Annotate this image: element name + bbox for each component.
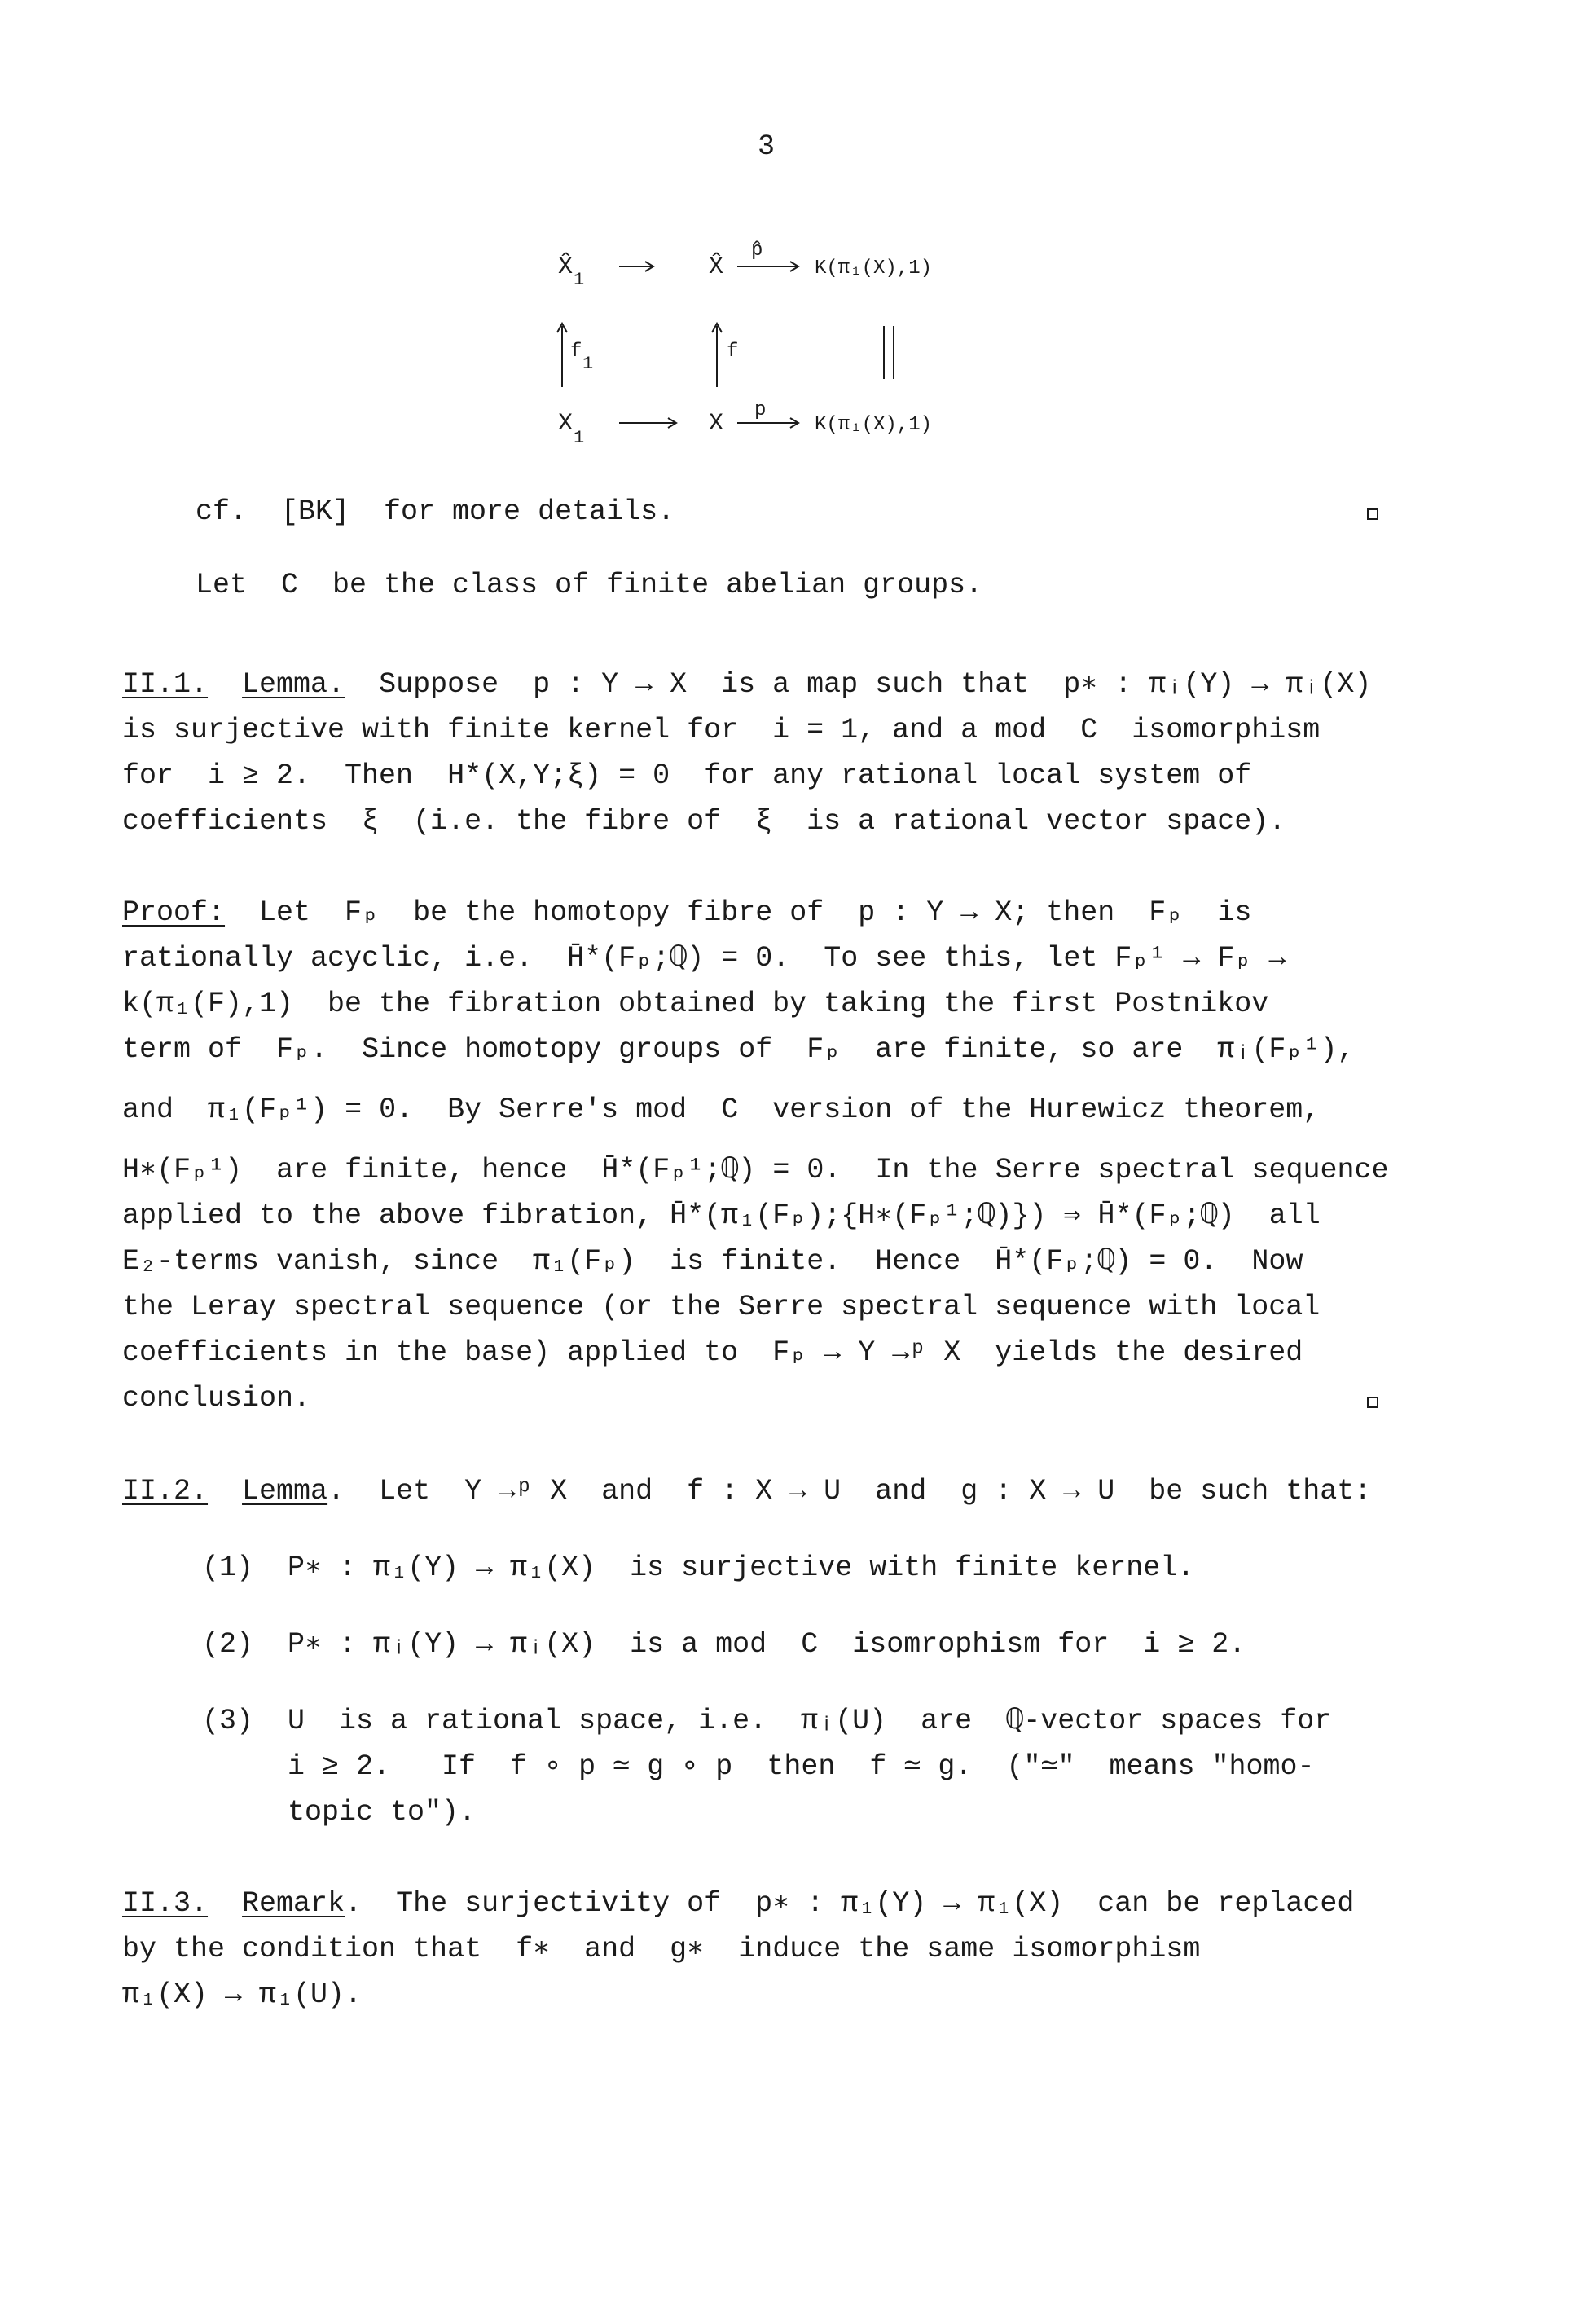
remark-II3-line-1	[122, 1886, 1354, 1921]
remark-II3-text-1: . The surjectivity of p∗ : π₁(Y) → π₁(X) can be replaced	[345, 1887, 1355, 1920]
diagram-bottom-left: X	[558, 410, 574, 438]
diagram-bottom-left-sub: 1	[574, 428, 585, 448]
lemma-II2-line-1	[122, 1473, 1371, 1509]
remark-II3-label: II.3.	[122, 1887, 209, 1920]
lemma-II1-label: II.1.	[122, 668, 209, 701]
lemma-II1-line-4: coefficients ξ (i.e. the fibre of ξ is a rational vector space).	[122, 805, 1286, 838]
remark-II3-line-2: by the condition that f∗ and g∗ induce the same isomorphism	[122, 1933, 1201, 1965]
proof-line-4: term of Fₚ. Since homotopy groups of Fₚ are finite, so are πᵢ(Fₚ¹),	[122, 1033, 1355, 1066]
proof-line-5: and π₁(Fₚ¹) = 0. By Serre's mod C version of the Hurewicz theorem,	[122, 1094, 1321, 1126]
lemma-II1-line-2: is surjective with finite kernel for i = 1, and a mod C isomorphism	[122, 714, 1321, 746]
qed-box	[1367, 1397, 1378, 1408]
lemma-II1-word: Lemma.	[242, 668, 345, 701]
condition-3-line-3: topic to").	[202, 1796, 477, 1829]
diagram-top-left: X̂	[558, 253, 574, 281]
proof-line-10: coefficients in the base) applied to Fₚ → Y →ᵖ X yields the desired	[122, 1336, 1303, 1369]
proof-label: Proof:	[122, 896, 226, 929]
cf-line: cf. [BK] for more details.	[196, 495, 675, 528]
page-number: 3	[758, 130, 776, 163]
diagram-bottom-arrow-label: p	[754, 399, 767, 421]
condition-3-line-1: (3) U is a rational space, i.e. πᵢ(U) are ℚ-vector spaces for	[202, 1705, 1332, 1737]
remark-II3-word: Remark	[242, 1887, 345, 1920]
proof-line-1	[122, 895, 1251, 931]
diagram-left-vertical-sub: 1	[582, 354, 594, 374]
lemma-II2-label: II.2.	[122, 1475, 209, 1508]
lemma-II1-line-1	[122, 667, 1371, 702]
diagram-bottom-mid: X	[709, 410, 724, 438]
proof-line-2: rationally acyclic, i.e. H̄*(Fₚ;ℚ) = 0. To see this, let Fₚ¹ → Fₚ →	[122, 942, 1286, 975]
proof-line-8: E₂-terms vanish, since π₁(Fₚ) is finite. Hence H̄*(Fₚ;ℚ) = 0. Now	[122, 1245, 1303, 1278]
diagram-top-left-sub: 1	[574, 270, 585, 290]
proof-line-11: conclusion.	[122, 1382, 311, 1415]
lemma-II1-line-3: for i ≥ 2. Then H*(X,Y;ξ) = 0 for any rational local system of	[122, 759, 1252, 792]
commutative-diagram	[538, 216, 994, 460]
proof-line-6: H∗(Fₚ¹) are finite, hence H̄*(Fₚ¹;ℚ) = 0. In the Serre spectral sequence	[122, 1154, 1389, 1186]
condition-3-line-2: i ≥ 2. If f ∘ p ≃ g ∘ p then f ≃ g. ("≃" means "homo-	[202, 1750, 1315, 1783]
proof-line-7: applied to the above fibration, H̄*(π₁(Fₚ);{H∗(Fₚ¹;ℚ)}) ⇒ H̄*(Fₚ;ℚ) all	[122, 1199, 1321, 1232]
diagram-top-mid: X̂	[709, 253, 724, 281]
lemma-II2-word: Lemma	[242, 1475, 328, 1508]
proof-line-3: k(π₁(F),1) be the fibration obtained by taking the first Postnikov	[122, 988, 1269, 1020]
diagram-bottom-right: K(π₁(X),1)	[815, 414, 933, 436]
let-C-line: Let C be the class of finite abelian groups.	[196, 569, 983, 601]
qed-box	[1367, 508, 1378, 520]
diagram-left-vertical-label: f	[570, 341, 582, 363]
diagram-mid-vertical-label: f	[727, 341, 739, 363]
condition-1: (1) P∗ : π₁(Y) → π₁(X) is surjective with finite kernel.	[202, 1552, 1195, 1584]
diagram-top-arrow-label: p̂	[751, 240, 763, 262]
lemma-II2-text-1: . Let Y →ᵖ X and f : X → U and g : X → U be such that:	[327, 1475, 1372, 1508]
diagram-top-right: K(π₁(X),1)	[815, 257, 933, 279]
proof-text-1: Let Fₚ be the homotopy fibre of p : Y → X; then Fₚ is	[225, 896, 1252, 929]
condition-2: (2) P∗ : πᵢ(Y) → πᵢ(X) is a mod C isomrophism for i ≥ 2.	[202, 1628, 1246, 1661]
remark-II3-line-3: π₁(X) → π₁(U).	[122, 1978, 363, 2011]
proof-line-9: the Leray spectral sequence (or the Serre spectral sequence with local	[122, 1291, 1321, 1323]
lemma-II1-text-1: Suppose p : Y → X is a map such that p∗ : πᵢ(Y) → πᵢ(X)	[345, 668, 1372, 701]
